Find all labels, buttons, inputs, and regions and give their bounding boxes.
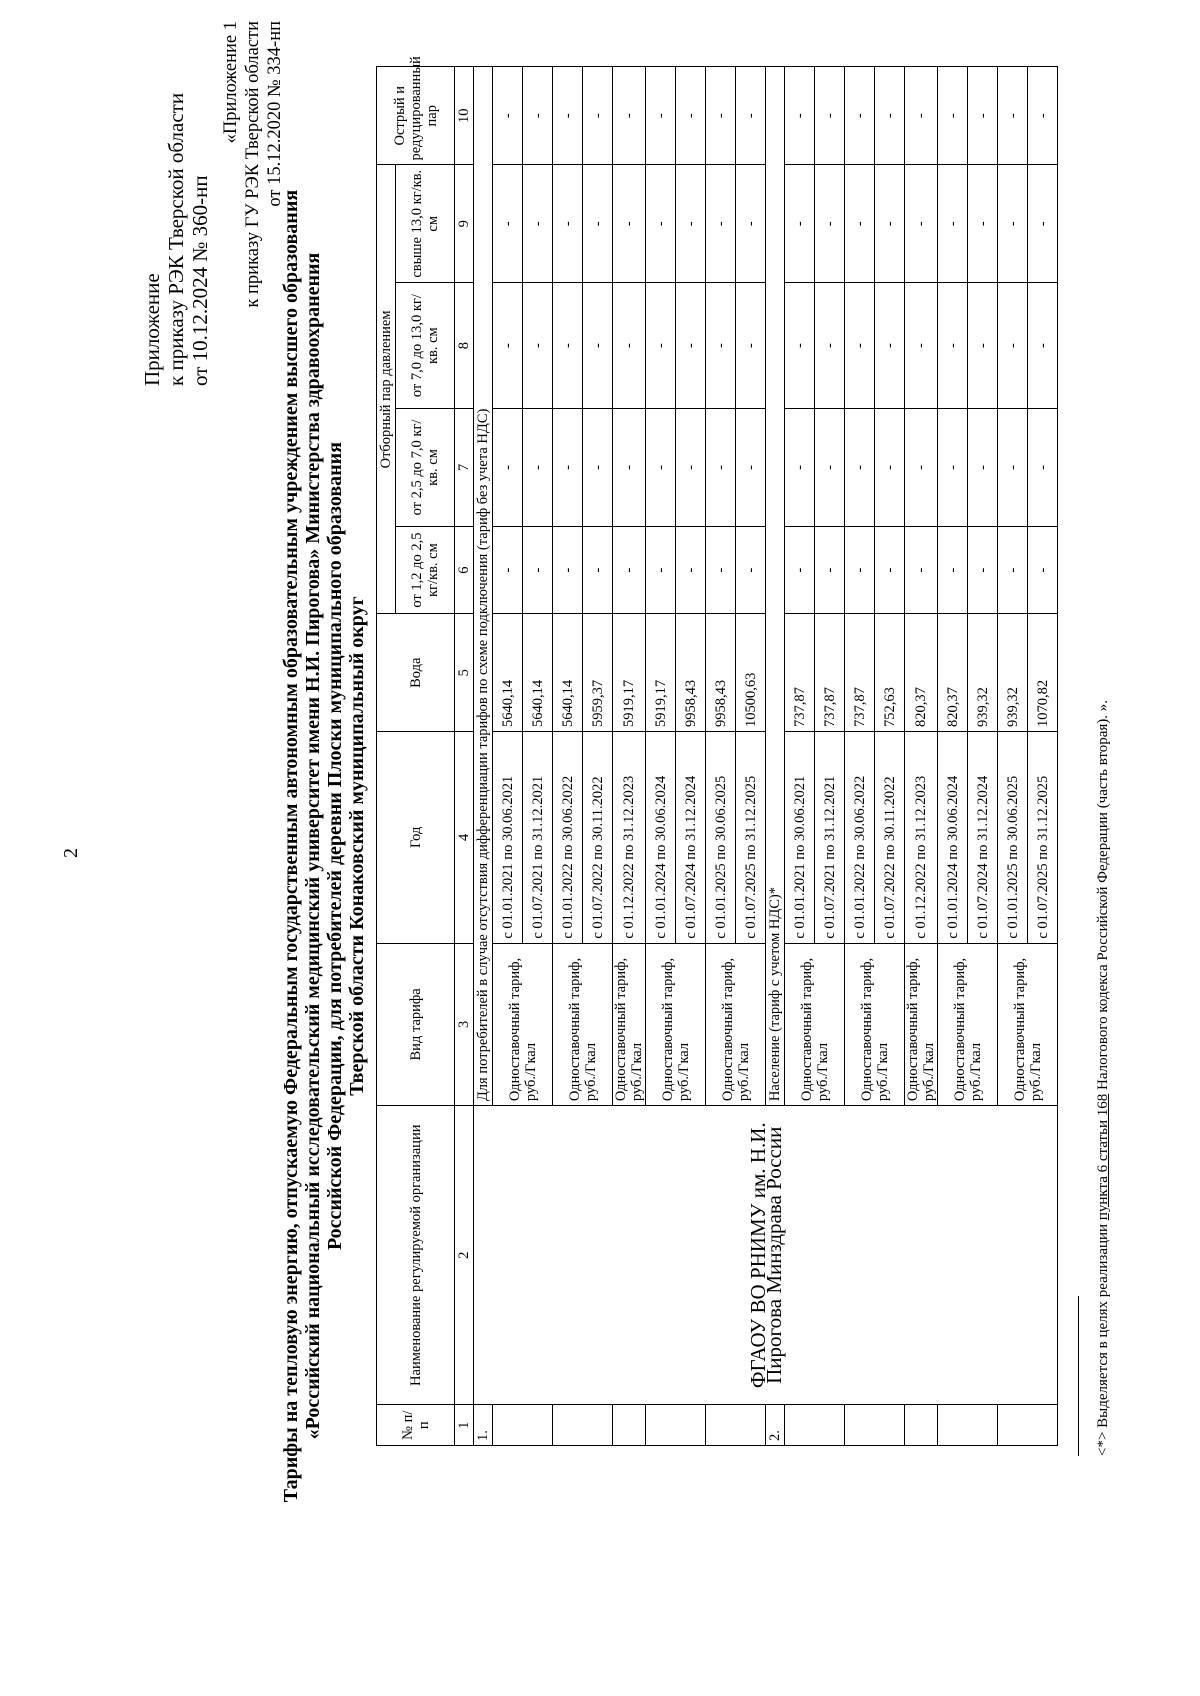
steam-tariff-cell: - xyxy=(736,526,766,614)
steam-tariff-cell: - xyxy=(968,165,998,283)
steam-tariff-cell: - xyxy=(998,526,1028,614)
water-tariff-cell: 939,32 xyxy=(998,614,1028,732)
steam-tariff-cell: - xyxy=(938,283,968,409)
header-row xyxy=(377,67,396,1446)
period-cell: с 01.01.2025 по 30.06.2025 xyxy=(998,731,1028,943)
water-tariff-cell: 5919,17 xyxy=(613,614,646,732)
steam-tariff-cell: - xyxy=(493,165,523,283)
header-steam-4: свыше 13,0 кг/кв. см xyxy=(396,165,455,283)
column-number-row xyxy=(455,67,474,1446)
water-tariff-cell: 1070,82 xyxy=(1028,614,1058,732)
steam-tariff-cell: - xyxy=(613,67,646,165)
steam-tariff-cell: - xyxy=(493,409,523,527)
title-line: Российской Федерации, для потребителей деревни Плоски муниципального образования xyxy=(324,441,346,1251)
column-number: 1 xyxy=(455,1405,474,1446)
water-tariff-cell: 820,37 xyxy=(905,614,938,732)
steam-tariff-cell: - xyxy=(1028,409,1058,527)
steam-tariff-cell: - xyxy=(998,409,1028,527)
column-number: 7 xyxy=(455,409,474,527)
steam-tariff-cell: - xyxy=(676,165,706,283)
steam-tariff-cell: - xyxy=(875,409,905,527)
water-tariff-cell: 5919,17 xyxy=(646,614,676,732)
water-tariff-cell: 737,87 xyxy=(845,614,875,732)
section-number: 2. xyxy=(766,1405,785,1446)
steam-tariff-cell: - xyxy=(845,283,875,409)
steam-tariff-cell: - xyxy=(553,409,583,527)
steam-tariff-cell: - xyxy=(583,165,613,283)
section-number: 1. xyxy=(474,1405,493,1446)
annex-line: Приложение xyxy=(140,273,164,386)
steam-tariff-cell: - xyxy=(905,283,938,409)
steam-tariff-cell: - xyxy=(845,526,875,614)
steam-tariff-cell: - xyxy=(815,409,845,527)
steam-tariff-cell: - xyxy=(706,526,736,614)
period-cell: с 01.07.2022 по 30.11.2022 xyxy=(583,731,613,943)
steam-tariff-cell: - xyxy=(875,526,905,614)
steam-tariff-cell: - xyxy=(523,67,553,165)
steam-tariff-cell: - xyxy=(583,67,613,165)
steam-tariff-cell: - xyxy=(676,283,706,409)
footnote-link[interactable]: пункта 6 статьи 168 xyxy=(1095,1093,1111,1221)
steam-tariff-cell: - xyxy=(785,409,815,527)
footnote xyxy=(1095,700,1112,1456)
row-number-cell xyxy=(938,1405,998,1446)
section-label: Население (тариф с учетом НДС)* xyxy=(766,67,785,1106)
steam-tariff-cell: - xyxy=(785,283,815,409)
header-water: Вода xyxy=(377,614,455,732)
row-number-cell xyxy=(493,1405,553,1446)
header-steam-1: от 1,2 до 2,5 кг/кв. см xyxy=(396,526,455,614)
steam-tariff-cell: - xyxy=(523,283,553,409)
tariff-type-cell: Одноставочный тариф, руб./Гкал xyxy=(613,943,646,1105)
header-steam-3: от 7,0 до 13,0 кг/кв. см xyxy=(396,283,455,409)
period-cell: с 01.01.2021 по 30.06.2021 xyxy=(785,731,815,943)
tariff-type-cell: Одноставочный тариф, руб./Гкал xyxy=(938,943,998,1105)
steam-tariff-cell: - xyxy=(736,409,766,527)
steam-tariff-cell: - xyxy=(815,165,845,283)
water-tariff-cell: 5640,14 xyxy=(493,614,523,732)
steam-tariff-cell: - xyxy=(613,283,646,409)
column-number: 10 xyxy=(455,67,474,165)
previous-annex-header xyxy=(220,21,286,381)
row-number-cell xyxy=(706,1405,766,1446)
steam-tariff-cell: - xyxy=(968,526,998,614)
steam-tariff-cell: - xyxy=(553,165,583,283)
title-line: Тарифы на тепловую энергию, отпускаемую Федеральным государственным автономным образовательным учреждением высшего образования xyxy=(280,189,302,1503)
period-cell: с 01.01.2022 по 30.06.2022 xyxy=(553,731,583,943)
steam-tariff-cell: - xyxy=(646,409,676,527)
steam-tariff-cell: - xyxy=(815,283,845,409)
header-steam-2: от 2,5 до 7,0 кг/кв. см xyxy=(396,409,455,527)
row-number-cell xyxy=(553,1405,613,1446)
annex-line: от 10.12.2024 № 360-нп xyxy=(188,175,212,386)
steam-tariff-cell: - xyxy=(736,67,766,165)
row-number-cell xyxy=(613,1405,646,1446)
water-tariff-cell: 9958,43 xyxy=(706,614,736,732)
column-number: 6 xyxy=(455,526,474,614)
column-number: 4 xyxy=(455,731,474,943)
water-tariff-cell: 5959,37 xyxy=(583,614,613,732)
steam-tariff-cell: - xyxy=(646,67,676,165)
header-steam-group: Отборный пар давлением xyxy=(377,165,396,614)
steam-tariff-cell: - xyxy=(613,526,646,614)
steam-tariff-cell: - xyxy=(613,165,646,283)
steam-tariff-cell: - xyxy=(1028,283,1058,409)
steam-tariff-cell: - xyxy=(676,526,706,614)
steam-tariff-cell: - xyxy=(998,67,1028,165)
column-number: 3 xyxy=(455,943,474,1105)
steam-tariff-cell: - xyxy=(706,67,736,165)
tariff-type-cell: Одноставочный тариф, руб./Гкал xyxy=(998,943,1058,1105)
steam-tariff-cell: - xyxy=(905,409,938,527)
steam-tariff-cell: - xyxy=(583,409,613,527)
steam-tariff-cell: - xyxy=(905,526,938,614)
annex-line: к приказу ГУ РЭК Тверской области xyxy=(243,21,263,308)
column-number: 9 xyxy=(455,165,474,283)
tariff-type-cell: Одноставочный тариф, руб./Гкал xyxy=(905,943,938,1105)
period-cell: с 01.01.2021 по 30.06.2021 xyxy=(493,731,523,943)
header-year: Год xyxy=(377,731,455,943)
column-number: 5 xyxy=(455,614,474,732)
steam-tariff-cell: - xyxy=(1028,67,1058,165)
period-cell: с 01.12.2022 по 31.12.2023 xyxy=(905,731,938,943)
steam-tariff-cell: - xyxy=(646,526,676,614)
steam-tariff-cell: - xyxy=(968,67,998,165)
header-tariff-type: Вид тарифа xyxy=(377,943,455,1105)
steam-tariff-cell: - xyxy=(583,283,613,409)
period-cell: с 01.07.2021 по 31.12.2021 xyxy=(523,731,553,943)
water-tariff-cell: 5640,14 xyxy=(523,614,553,732)
steam-tariff-cell: - xyxy=(968,409,998,527)
tariff-type-cell: Одноставочный тариф, руб./Гкал xyxy=(785,943,845,1105)
steam-tariff-cell: - xyxy=(938,67,968,165)
steam-tariff-cell: - xyxy=(815,67,845,165)
steam-tariff-cell: - xyxy=(785,67,815,165)
steam-tariff-cell: - xyxy=(613,409,646,527)
row-number-cell xyxy=(646,1405,706,1446)
section-label: Для потребителей в случае отсутствия дифференциации тарифов по схеме подключения (тариф без учета НДС) xyxy=(474,67,493,1106)
period-cell: с 01.01.2024 по 30.06.2024 xyxy=(938,731,968,943)
header-sharp-steam: Острый и редуцированный пар xyxy=(377,67,455,165)
period-cell: с 01.07.2024 по 31.12.2024 xyxy=(968,731,998,943)
steam-tariff-cell: - xyxy=(845,67,875,165)
steam-tariff-cell: - xyxy=(736,283,766,409)
header-org: Наименование регулируемой организации xyxy=(377,1106,455,1405)
title-line: «Российский национальный исследовательский медицинский университет имени Н.И. Пирогова» Министерства здравоохранения xyxy=(302,252,324,1440)
row-number-cell xyxy=(845,1405,905,1446)
annex-header xyxy=(140,56,212,386)
tariff-type-cell: Одноставочный тариф, руб./Гкал xyxy=(553,943,613,1105)
steam-tariff-cell: - xyxy=(553,283,583,409)
steam-tariff-cell: - xyxy=(785,165,815,283)
title-line: Тверской области Конаковский муниципальный округ xyxy=(346,596,368,1096)
steam-tariff-cell: - xyxy=(875,165,905,283)
steam-tariff-cell: - xyxy=(938,409,968,527)
steam-tariff-cell: - xyxy=(553,67,583,165)
steam-tariff-cell: - xyxy=(523,165,553,283)
period-cell: с 01.12.2022 по 31.12.2023 xyxy=(613,731,646,943)
water-tariff-cell: 10500,63 xyxy=(736,614,766,732)
page-number: 2 xyxy=(60,848,82,858)
annex-line: от 15.12.2020 № 334-нп xyxy=(265,21,285,207)
period-cell: с 01.07.2022 по 30.11.2022 xyxy=(875,731,905,943)
annex-line: «Приложение 1 xyxy=(221,21,241,144)
tariff-table xyxy=(376,56,1058,1446)
steam-tariff-cell: - xyxy=(998,165,1028,283)
steam-tariff-cell: - xyxy=(736,165,766,283)
steam-tariff-cell: - xyxy=(968,283,998,409)
water-tariff-cell: 737,87 xyxy=(815,614,845,732)
steam-tariff-cell: - xyxy=(1028,526,1058,614)
steam-tariff-cell: - xyxy=(553,526,583,614)
steam-tariff-cell: - xyxy=(845,165,875,283)
column-number: 8 xyxy=(455,283,474,409)
steam-tariff-cell: - xyxy=(676,409,706,527)
organization-name: ФГАОУ ВО РНИМУ им. Н.И. Пирогова Минздрава России xyxy=(474,1106,1058,1405)
steam-tariff-cell: - xyxy=(875,67,905,165)
footnote-divider xyxy=(1078,1296,1079,1456)
tariff-type-cell: Одноставочный тариф, руб./Гкал xyxy=(706,943,766,1105)
annex-line: к приказу РЭК Тверской области xyxy=(164,92,188,386)
period-cell: с 01.07.2021 по 31.12.2021 xyxy=(815,731,845,943)
steam-tariff-cell: - xyxy=(493,67,523,165)
period-cell: с 01.01.2022 по 30.06.2022 xyxy=(845,731,875,943)
steam-tariff-cell: - xyxy=(998,283,1028,409)
document-title xyxy=(280,126,368,1566)
steam-tariff-cell: - xyxy=(1028,165,1058,283)
row-number-cell xyxy=(998,1405,1058,1446)
period-cell: с 01.07.2024 по 31.12.2024 xyxy=(676,731,706,943)
water-tariff-cell: 737,87 xyxy=(785,614,815,732)
period-cell: с 01.07.2025 по 31.12.2025 xyxy=(736,731,766,943)
steam-tariff-cell: - xyxy=(905,67,938,165)
steam-tariff-cell: - xyxy=(938,526,968,614)
row-number-cell xyxy=(905,1405,938,1446)
water-tariff-cell: 752,63 xyxy=(875,614,905,732)
period-cell: с 01.07.2025 по 31.12.2025 xyxy=(1028,731,1058,943)
column-number: 2 xyxy=(455,1106,474,1405)
steam-tariff-cell: - xyxy=(523,409,553,527)
steam-tariff-cell: - xyxy=(845,409,875,527)
water-tariff-cell: 5640,14 xyxy=(553,614,583,732)
steam-tariff-cell: - xyxy=(676,67,706,165)
tariff-type-cell: Одноставочный тариф, руб./Гкал xyxy=(493,943,553,1105)
steam-tariff-cell: - xyxy=(938,165,968,283)
steam-tariff-cell: - xyxy=(523,526,553,614)
steam-tariff-cell: - xyxy=(646,283,676,409)
water-tariff-cell: 820,37 xyxy=(938,614,968,732)
header-no: № п/п xyxy=(377,1405,455,1446)
water-tariff-cell: 939,32 xyxy=(968,614,998,732)
row-number-cell xyxy=(785,1405,845,1446)
period-cell: с 01.01.2024 по 30.06.2024 xyxy=(646,731,676,943)
footnote-suffix: Налогового кодекса Российской Федерации (часть вторая). ». xyxy=(1095,699,1111,1094)
footnote-prefix: <*> Выделяется в целях реализации xyxy=(1095,1220,1111,1456)
steam-tariff-cell: - xyxy=(785,526,815,614)
steam-tariff-cell: - xyxy=(493,283,523,409)
tariff-type-cell: Одноставочный тариф, руб./Гкал xyxy=(646,943,706,1105)
steam-tariff-cell: - xyxy=(583,526,613,614)
steam-tariff-cell: - xyxy=(706,283,736,409)
steam-tariff-cell: - xyxy=(905,165,938,283)
steam-tariff-cell: - xyxy=(815,526,845,614)
section-row xyxy=(474,67,493,1446)
water-tariff-cell: 9958,43 xyxy=(676,614,706,732)
period-cell: с 01.01.2025 по 30.06.2025 xyxy=(706,731,736,943)
steam-tariff-cell: - xyxy=(875,283,905,409)
steam-tariff-cell: - xyxy=(706,409,736,527)
tariff-type-cell: Одноставочный тариф, руб./Гкал xyxy=(845,943,905,1105)
steam-tariff-cell: - xyxy=(646,165,676,283)
steam-tariff-cell: - xyxy=(493,526,523,614)
steam-tariff-cell: - xyxy=(706,165,736,283)
